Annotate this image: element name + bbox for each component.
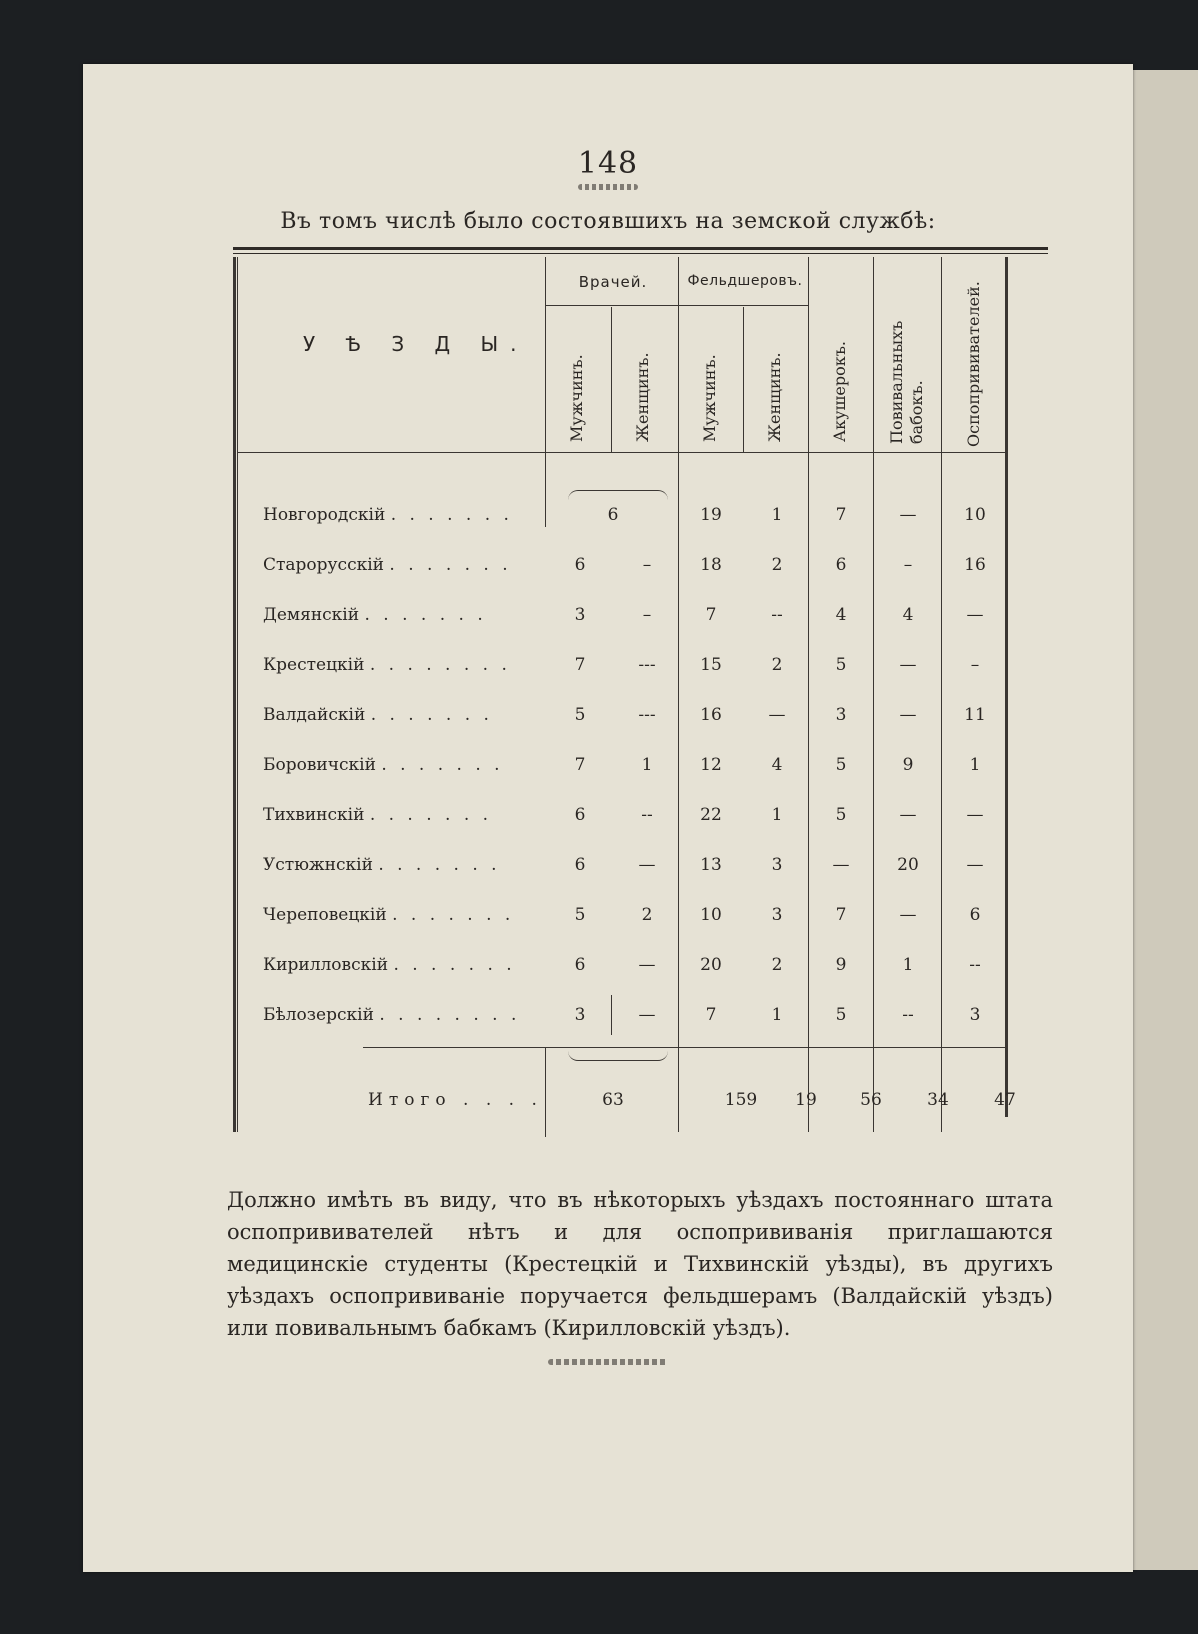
cell-doc-w: -- — [641, 805, 653, 825]
cell-mid: 3 — [835, 705, 847, 725]
doctors-men-header: Мужчинъ. — [567, 354, 586, 442]
birth-assistants-header: Повивальныхъ бабокъ. — [887, 320, 926, 444]
cell-fel-m: 12 — [700, 755, 722, 775]
row-district-name: Бѣлозерскій . . . . . . . . — [263, 1005, 521, 1025]
row-district-name: Череповецкій . . . . . . . — [263, 905, 515, 925]
cell-doc-m: 7 — [574, 655, 586, 675]
cell-doc-m: 6 — [574, 805, 586, 825]
doctors-header: Врачей. — [578, 273, 648, 291]
cell-bab: 20 — [897, 855, 919, 875]
district-header: У Ѣ З Д Ы. — [303, 332, 529, 356]
total-label: Итого . . . . — [368, 1090, 543, 1110]
cell-doc-m: 3 — [574, 1005, 586, 1025]
doctors-women-header: Женщинъ. — [633, 352, 652, 442]
cell-bab: 9 — [902, 755, 914, 775]
cell-bab: — — [899, 655, 917, 675]
cell-doc-w: --- — [638, 655, 656, 675]
cell-mid: 4 — [835, 605, 847, 625]
cell-doc-w: 2 — [641, 905, 653, 925]
cell-doc-w: --- — [638, 705, 656, 725]
cell-bab: — — [899, 805, 917, 825]
total-feldshers-men: 159 — [724, 1090, 758, 1110]
cell-doc-m: 5 — [574, 705, 586, 725]
cell-fel-m: 22 — [700, 805, 722, 825]
total-birth-assistants: 34 — [927, 1090, 949, 1110]
cell-fel-m: 7 — [705, 605, 717, 625]
row-district-name: Кирилловскій . . . . . . . — [263, 955, 516, 975]
cell-fel-w: 1 — [771, 1005, 783, 1025]
cell-fel-m: 7 — [705, 1005, 717, 1025]
cell-bab: — — [899, 905, 917, 925]
note-paragraph: Должно имѣть въ виду, что въ нѣкоторыхъ уѣздахъ постояннаго штата оспопрививателей нѣтъ и для оспопрививанія приглашаются медицинскіе студенты (Крестецкій и Тихвинскій уѣзды), въ другихъ уѣздахъ оспопрививаніе поручается фельдшерамъ (Валдайскій уѣздъ) или повивальнымъ бабкамъ (Кирилловскій уѣздъ). — [227, 1188, 1053, 1340]
cell-osp: – — [970, 655, 980, 675]
cell-fel-m: 15 — [700, 655, 722, 675]
cell-fel-m: 18 — [700, 555, 722, 575]
cell-mid: 9 — [835, 955, 847, 975]
cell-doc-w: – — [642, 605, 652, 625]
cell-mid: 5 — [835, 1005, 847, 1025]
cell-osp: — — [966, 855, 984, 875]
cell-bab: 1 — [902, 955, 914, 975]
cell-doc-m: 6 — [607, 505, 619, 525]
ornament-endmark — [548, 1359, 668, 1365]
row-district-name: Старорусскій . . . . . . . — [263, 555, 512, 575]
cell-fel-m: 20 — [700, 955, 722, 975]
statistics-table — [233, 247, 1048, 1167]
cell-fel-w: 1 — [771, 505, 783, 525]
cell-doc-w: 1 — [641, 755, 653, 775]
page-number: 148 — [577, 146, 639, 181]
row-district-name: Валдайскій . . . . . . . — [263, 705, 493, 725]
merged-brace — [568, 1050, 668, 1061]
midwives-header: Акушерокъ. — [830, 340, 849, 442]
cell-fel-w: 2 — [771, 655, 783, 675]
feldshers-men-header: Мужчинъ. — [700, 354, 719, 442]
cell-fel-w: -- — [771, 605, 783, 625]
cell-doc-m: 3 — [574, 605, 586, 625]
cell-doc-w: — — [638, 1005, 656, 1025]
row-district-name: Крестецкій . . . . . . . . — [263, 655, 511, 675]
cell-mid: 5 — [835, 755, 847, 775]
total-vaccinators: 47 — [994, 1090, 1016, 1110]
ornament-flourish — [578, 184, 638, 190]
cell-bab: — — [899, 705, 917, 725]
feldshers-women-header: Женщинъ. — [765, 352, 784, 442]
cell-fel-w: 2 — [771, 555, 783, 575]
cell-osp: — — [966, 605, 984, 625]
cell-doc-w: – — [642, 555, 652, 575]
cell-bab: — — [899, 505, 917, 525]
cell-mid: 5 — [835, 655, 847, 675]
vaccinators-header: Оспопрививателей. — [964, 281, 983, 447]
cell-mid: 5 — [835, 805, 847, 825]
cell-fel-m: 13 — [700, 855, 722, 875]
row-district-name: Демянскій . . . . . . . — [263, 605, 487, 625]
cell-doc-m: 7 — [574, 755, 586, 775]
cell-mid: — — [832, 855, 850, 875]
cell-osp: 1 — [969, 755, 981, 775]
feldshers-header: Фельдшеровъ. — [687, 273, 803, 289]
book-page — [83, 64, 1133, 1572]
cell-fel-w: 3 — [771, 855, 783, 875]
cell-doc-m: 6 — [574, 955, 586, 975]
cell-mid: 7 — [835, 505, 847, 525]
total-doctors: 63 — [602, 1090, 624, 1110]
cell-fel-w: 2 — [771, 955, 783, 975]
cell-fel-m: 19 — [700, 505, 722, 525]
cell-osp: — — [966, 805, 984, 825]
cell-bab: -- — [902, 1005, 914, 1025]
cell-osp: 11 — [964, 705, 986, 725]
cell-osp: -- — [969, 955, 981, 975]
cell-fel-w: 1 — [771, 805, 783, 825]
row-district-name: Тихвинскій . . . . . . . — [263, 805, 493, 825]
cell-osp: 10 — [964, 505, 986, 525]
row-district-name: Боровичскій . . . . . . . — [263, 755, 504, 775]
cell-osp: 16 — [964, 555, 986, 575]
cell-doc-w: — — [638, 955, 656, 975]
cell-doc-w: — — [638, 855, 656, 875]
cell-doc-m: 6 — [574, 855, 586, 875]
next-page-edge — [1128, 70, 1198, 1570]
cell-doc-m: 5 — [574, 905, 586, 925]
total-feldshers-women: 19 — [795, 1090, 817, 1110]
cell-mid: 7 — [835, 905, 847, 925]
cell-fel-m: 10 — [700, 905, 722, 925]
cell-fel-w: 3 — [771, 905, 783, 925]
row-district-name: Новгородскій . . . . . . . — [263, 505, 513, 525]
merged-brace — [568, 490, 668, 501]
cell-bab: – — [903, 555, 913, 575]
cell-fel-m: 16 — [700, 705, 722, 725]
total-midwives: 56 — [860, 1090, 882, 1110]
cell-bab: 4 — [902, 605, 914, 625]
cell-fel-w: — — [768, 705, 786, 725]
cell-mid: 6 — [835, 555, 847, 575]
cell-fel-w: 4 — [771, 755, 783, 775]
table-heading: Въ томъ числѣ было состоявшихъ на земской службѣ: — [280, 209, 936, 234]
cell-osp: 3 — [969, 1005, 981, 1025]
cell-doc-m: 6 — [574, 555, 586, 575]
cell-osp: 6 — [969, 905, 981, 925]
row-district-name: Устюжнскій . . . . . . . — [263, 855, 501, 875]
